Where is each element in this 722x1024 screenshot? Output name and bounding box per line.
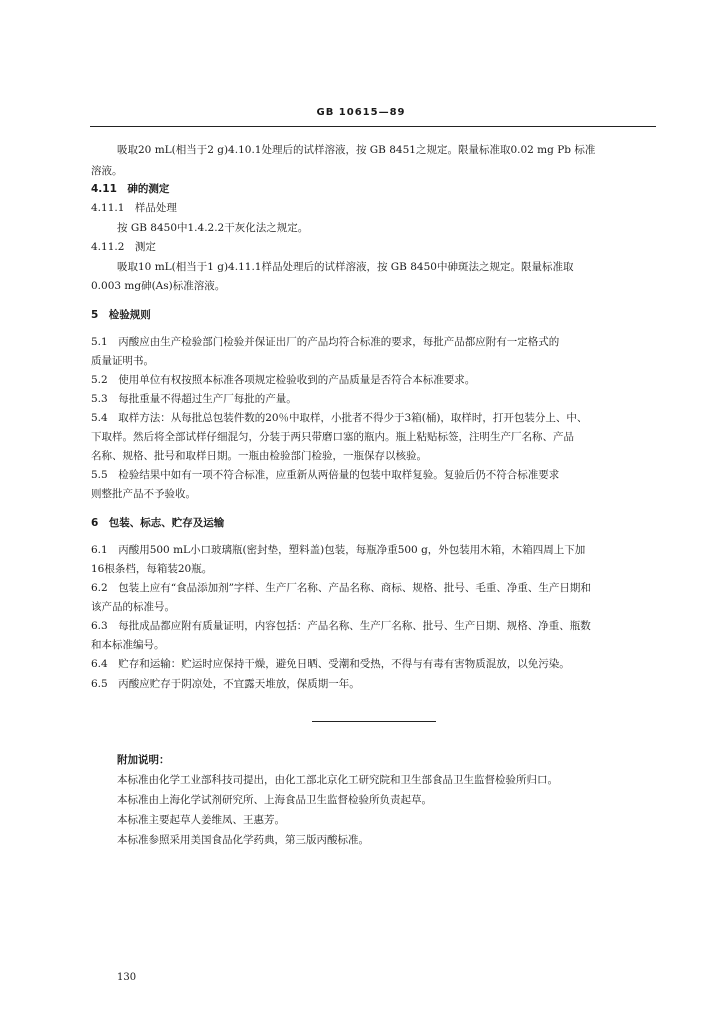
appendix-title: 附加说明： bbox=[117, 754, 170, 766]
section-heading: 6 包装、标志、贮存及运输 bbox=[91, 517, 225, 529]
body-line: 0.003 mg砷(As)标准溶液。 bbox=[91, 280, 226, 292]
body-line: 吸取10 mL(相当于1 g)4.11.1样品处理后的试样溶液，按 GB 8450中砷斑法之规定。限量标准取 bbox=[117, 261, 574, 273]
body-line: 吸取20 mL(相当于2 g)4.10.1处理后的试样溶液，按 GB 8451之规定。限量标准取0.02 mg Pb 标准 bbox=[117, 144, 596, 156]
body-line: 溶液。 bbox=[91, 165, 123, 177]
clause-heading: 4.11.1 样品处理 bbox=[91, 202, 177, 214]
body-line: 质量证明书。 bbox=[91, 355, 154, 367]
body-line: 名称、规格、批号和取样日期。一瓶由检验部门检验，一瓶保存以核验。 bbox=[91, 450, 427, 462]
body-line: 按 GB 8450中1.4.2.2干灰化法之规定。 bbox=[117, 222, 309, 234]
body-line: 5.2 使用单位有权按照本标准各项规定检验收到的产品质量是否符合本标准要求。 bbox=[91, 374, 476, 386]
separator-rule bbox=[312, 721, 436, 722]
header-rule bbox=[90, 126, 656, 127]
body-line: 则整批产品不予验收。 bbox=[91, 488, 196, 500]
clause-heading: 4.11 砷的测定 bbox=[91, 183, 170, 195]
appendix-line: 本标准由化学工业部科技司提出，由化工部北京化工研究院和卫生部食品卫生监督检验所归口。 bbox=[117, 774, 558, 786]
body-line: 6.5 丙酸应贮存于阴凉处，不宜露天堆放，保质期一年。 bbox=[91, 678, 360, 690]
standard-number-header: GB 10615—89 bbox=[316, 107, 406, 118]
appendix-line: 本标准主要起草人姜维凤、王惠芳。 bbox=[117, 814, 285, 826]
body-line: 该产品的标准号。 bbox=[91, 601, 175, 613]
body-line: 下取样。然后将全部试样仔细混匀，分装于两只带磨口塞的瓶内。瓶上粘贴标签，注明生产厂名称、产品 bbox=[91, 431, 574, 443]
page-number: 130 bbox=[117, 972, 137, 983]
body-line: 5.5 检验结果中如有一项不符合标准，应重新从两倍量的包装中取样复验。复验后仍不符合标准要求 bbox=[91, 469, 560, 481]
body-line: 6.1 丙酸用500 mL小口玻璃瓶(密封垫，塑料盖)包装，每瓶净重500 g，外包装用木箱，木箱四周上下加 bbox=[91, 544, 586, 556]
body-line: 和本标准编号。 bbox=[91, 639, 165, 651]
body-line: 5.1 丙酸应由生产检验部门检验并保证出厂的产品均符合标准的要求，每批产品都应附有一定格式的 bbox=[91, 336, 560, 348]
section-heading: 5 检验规则 bbox=[91, 309, 151, 321]
clause-heading: 4.11.2 测定 bbox=[91, 241, 156, 253]
appendix-line: 本标准由上海化学试剂研究所、上海食品卫生监督检验所负责起草。 bbox=[117, 794, 432, 806]
appendix-line: 本标准参照采用美国食品化学药典，第三版丙酸标准。 bbox=[117, 834, 369, 846]
body-line: 6.2 包装上应有“食品添加剂”字样、生产厂名称、产品名称、商标、规格、批号、毛重、净重、生产日期和 bbox=[91, 582, 591, 594]
body-line: 6.4 贮存和运输：贮运时应保持干燥，避免日晒、受潮和受热，不得与有毒有害物质混放，以免污染。 bbox=[91, 658, 570, 670]
body-line: 16根条档，每箱装20瓶。 bbox=[91, 563, 213, 575]
body-line: 5.3 每批重量不得超过生产厂每批的产量。 bbox=[91, 393, 297, 405]
body-line: 6.3 每批成品都应附有质量证明，内容包括：产品名称、生产厂名称、批号、生产日期、规格、净重、瓶数 bbox=[91, 620, 591, 632]
body-line: 5.4 取样方法：从每批总包装件数的20％中取样，小批者不得少于3箱(桶)，取样时，打开包装分上、中、 bbox=[91, 412, 588, 424]
